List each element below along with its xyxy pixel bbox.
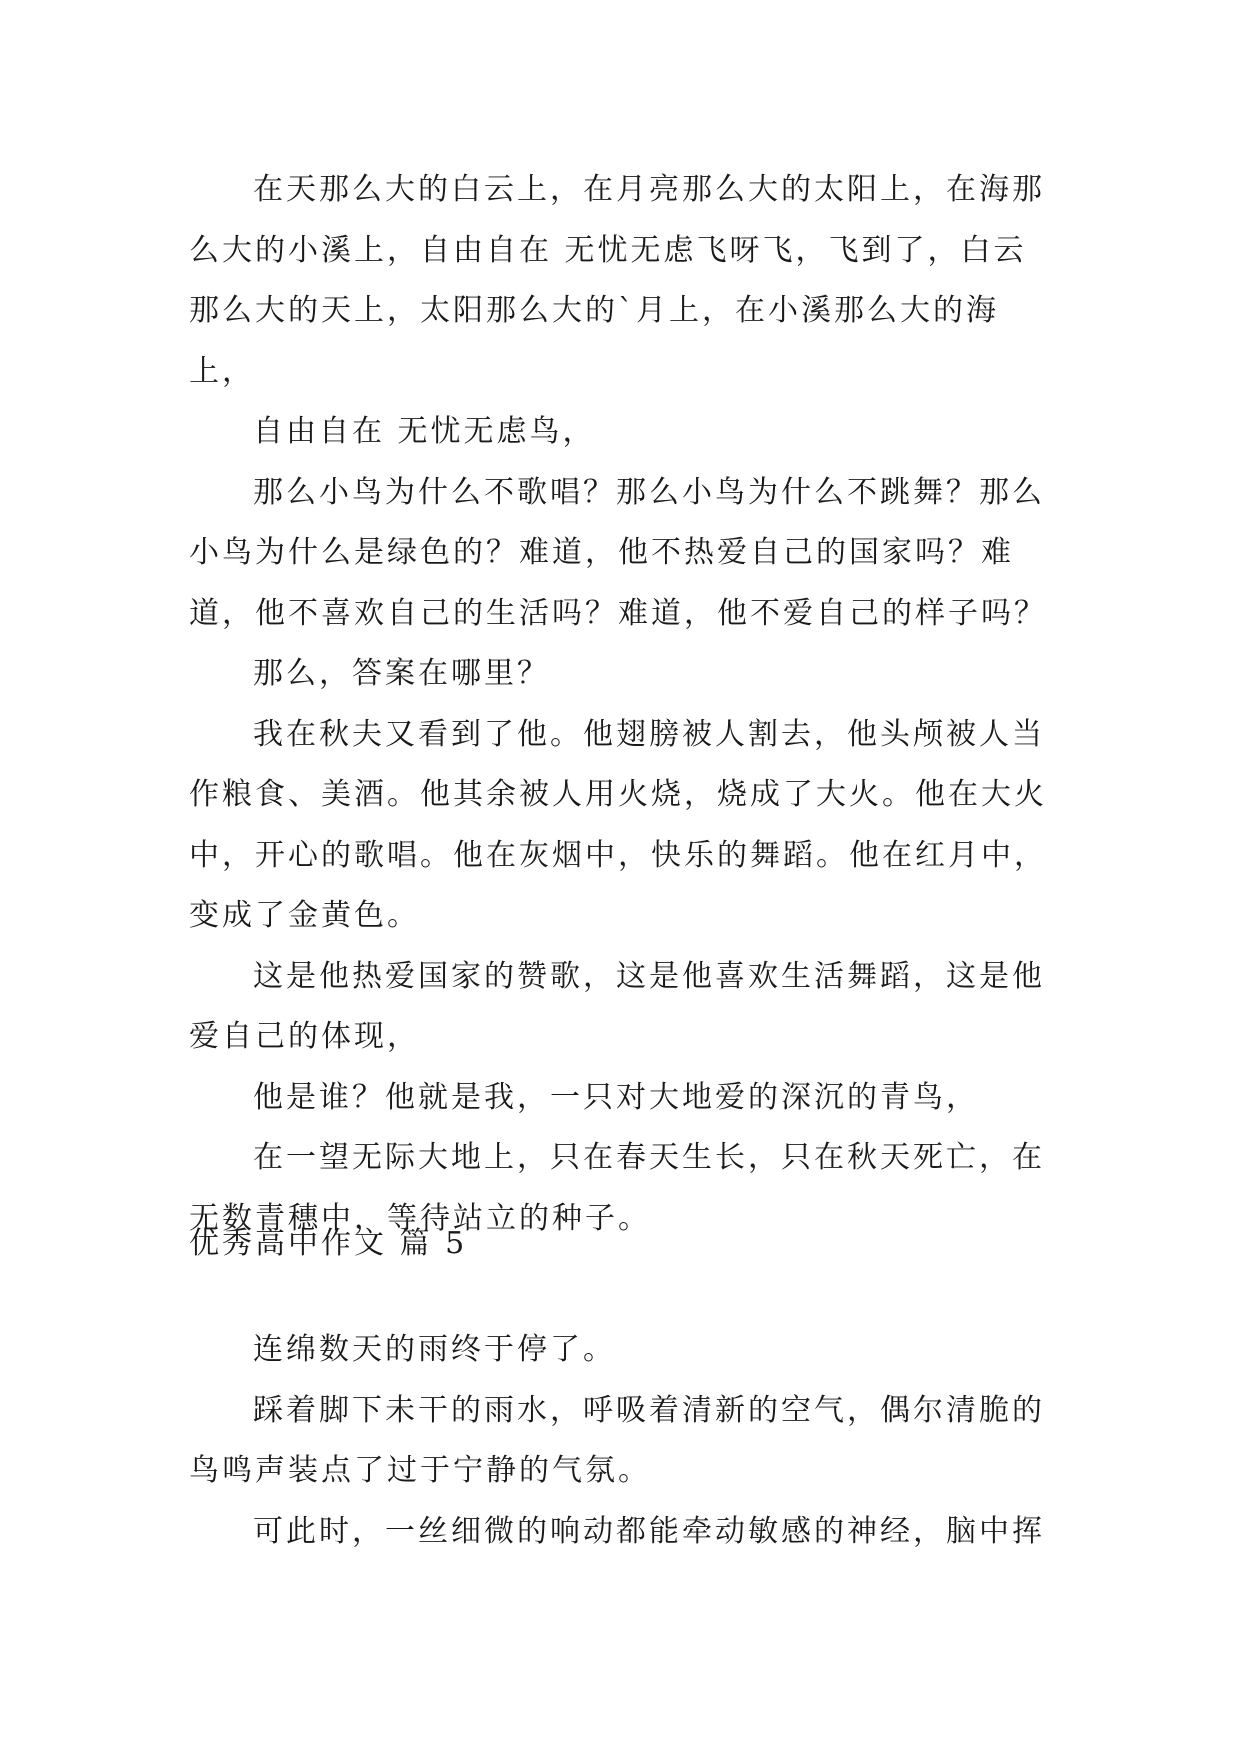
paragraph: 这是他热爱国家的赞歌，这是他喜欢生活舞蹈，这是他爱自己的体现， [189, 958, 1045, 1054]
section-heading: 优秀高中作文 篇 5 [189, 1226, 468, 1261]
paragraph: 踩着脚下未干的雨水，呼吸着清新的空气，偶尔清脆的鸟鸣声装点了过于宁静的气氛。 [189, 1392, 1045, 1488]
paragraph: 在一望无际大地上，只在春天生长，只在秋天死亡，在无数青穗中，等待站立的种子。 [189, 1140, 1045, 1236]
essay-body-previous [189, 160, 1055, 1249]
paragraph: 自由自在 无忧无虑鸟， [253, 414, 596, 449]
paragraph: 在天那么大的白云上，在月亮那么大的太阳上，在海那么大的小溪上，自由自在 无忧无虑飞呀飞，飞到了，白云那么大的天上，太阳那么大的`月上，在小溪那么大的海上， [189, 172, 1045, 389]
paragraph: 他是谁？他就是我，一只对大地爱的深沉的青鸟， [253, 1079, 979, 1115]
paragraph: 连绵数天的雨终于停了。 [253, 1332, 616, 1367]
paragraph: 我在秋夫又看到了他。他翅膀被人割去，他头颅被人当作粮食、美酒。他其余被人用火烧，烧成了大火。他在大火中，开心的歌唱。他在灰烟中，快乐的舞蹈。他在红月中，变成了金黄色。 [189, 716, 1047, 933]
paragraph: 可此时，一丝细微的响动都能牵动敏感的神经，脑中挥 [253, 1513, 1045, 1549]
paragraph: 那么小鸟为什么不歌唱？那么小鸟为什么不跳舞？那么小鸟为什么是绿色的？难道，他不热爱自己的国家吗？难道，他不喜欢自己的生活吗？难道，他不爱自己的样子吗？ [189, 474, 1047, 631]
paragraph: 那么，答案在哪里？ [253, 656, 550, 691]
essay-body-5 [189, 1320, 1055, 1562]
